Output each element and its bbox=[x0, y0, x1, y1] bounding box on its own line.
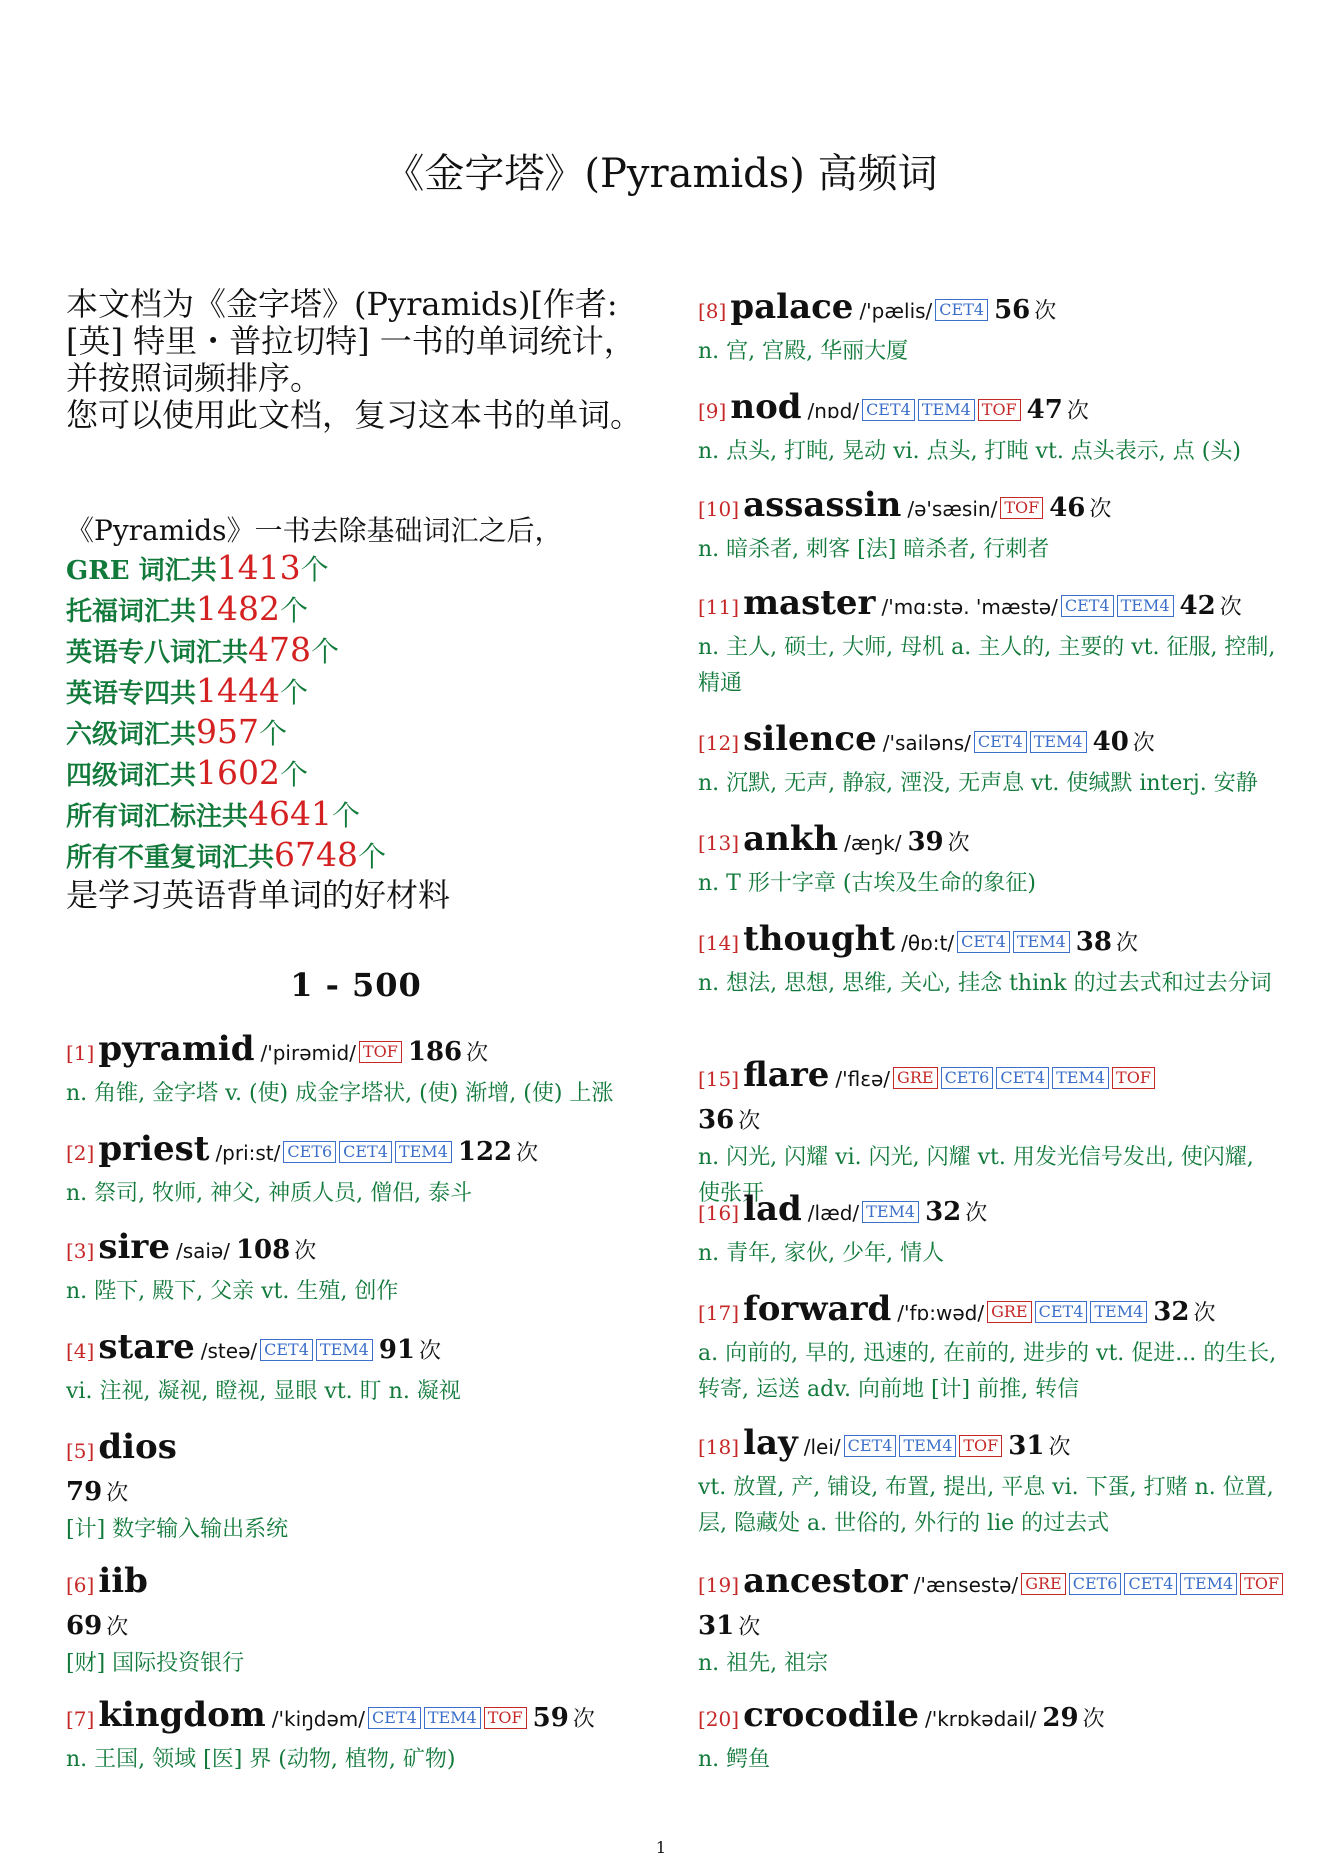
exam-tag: CET4 bbox=[862, 399, 915, 421]
entry-head bbox=[698, 1188, 1278, 1236]
count-suffix: 次 bbox=[947, 831, 970, 856]
entry-count: 32 bbox=[1153, 1297, 1190, 1327]
entry-word: priest bbox=[98, 1129, 210, 1169]
vocabulary-stats bbox=[66, 512, 646, 914]
exam-tag: CET4 bbox=[974, 731, 1027, 753]
entry-index: [12] bbox=[698, 731, 740, 755]
stat-item bbox=[66, 672, 646, 713]
entry-phonetic: /æŋk/ bbox=[844, 831, 902, 855]
exam-tag: TEM4 bbox=[1117, 595, 1174, 617]
count-suffix: 次 bbox=[1219, 595, 1242, 620]
entry-phonetic: /nɒd/ bbox=[807, 399, 860, 423]
word-entry bbox=[698, 1694, 1278, 1778]
word-entry bbox=[66, 1560, 646, 1682]
entry-word: palace bbox=[730, 287, 854, 327]
count-suffix: 次 bbox=[1034, 299, 1057, 324]
stat-item bbox=[66, 713, 646, 754]
entry-word: master bbox=[743, 583, 876, 623]
entry-phonetic: /ə'sæsin/ bbox=[907, 497, 998, 521]
entry-count: 29 bbox=[1042, 1703, 1079, 1733]
count-suffix: 次 bbox=[1066, 399, 1089, 424]
entry-phonetic: /'pælis/ bbox=[859, 299, 933, 323]
stat-unit: 个 bbox=[332, 799, 361, 832]
exam-tag: TEM4 bbox=[316, 1339, 373, 1361]
entry-head bbox=[698, 1288, 1278, 1336]
entry-count: 42 bbox=[1179, 591, 1216, 621]
entry-head bbox=[66, 1128, 646, 1176]
entry-word: dios bbox=[98, 1427, 177, 1467]
entry-count: 122 bbox=[457, 1137, 513, 1167]
entry-head bbox=[698, 918, 1278, 966]
count-suffix: 次 bbox=[965, 1201, 988, 1226]
entry-head bbox=[66, 1028, 646, 1076]
entry-head bbox=[698, 286, 1278, 334]
stat-label: 托福词汇共 bbox=[66, 597, 197, 627]
entry-count: 36 bbox=[698, 1105, 735, 1135]
entry-definition: n. 主人, 硕士, 大师, 母机 a. 主人的, 主要的 vt. 征服, 控制, 精通 bbox=[698, 635, 1276, 696]
entry-index: [17] bbox=[698, 1301, 740, 1325]
entry-word: thought bbox=[743, 919, 896, 959]
entry-definition: n. 宫, 宫殿, 华丽大厦 bbox=[698, 339, 909, 364]
entry-definition: [财] 国际投资银行 bbox=[66, 1651, 245, 1676]
stat-unit: 个 bbox=[259, 717, 288, 750]
entry-phonetic: /'sailəns/ bbox=[882, 731, 971, 755]
exam-tag: CET6 bbox=[1069, 1573, 1122, 1595]
stat-item bbox=[66, 590, 646, 631]
word-entry bbox=[698, 286, 1278, 370]
entry-head bbox=[698, 1560, 1278, 1608]
entry-word: assassin bbox=[743, 485, 902, 525]
exam-tag: CET6 bbox=[941, 1067, 994, 1089]
count-suffix: 次 bbox=[1048, 1435, 1071, 1460]
word-entry bbox=[698, 918, 1278, 1002]
exam-tag: CET4 bbox=[996, 1067, 1049, 1089]
exam-tag: TEM4 bbox=[1090, 1301, 1147, 1323]
entry-head bbox=[66, 1694, 646, 1742]
entry-word: forward bbox=[743, 1289, 892, 1329]
word-entry bbox=[698, 1188, 1278, 1272]
entry-count: 59 bbox=[532, 1703, 569, 1733]
exam-tag: CET4 bbox=[368, 1707, 421, 1729]
entry-index: [13] bbox=[698, 831, 740, 855]
entry-phonetic: /θɒ:t/ bbox=[901, 931, 955, 955]
page-number: 1 bbox=[655, 1838, 667, 1857]
exam-tag: CET4 bbox=[957, 931, 1010, 953]
entry-count: 56 bbox=[994, 295, 1031, 325]
entry-phonetic: /'ænsestə/ bbox=[913, 1573, 1019, 1597]
exam-tag: TEM4 bbox=[899, 1435, 956, 1457]
entry-count: 38 bbox=[1075, 927, 1112, 957]
count-suffix: 次 bbox=[106, 1481, 129, 1506]
stat-value: 478 bbox=[248, 630, 312, 669]
entry-index: [14] bbox=[698, 931, 740, 955]
stat-label: 英语专八词汇共 bbox=[66, 638, 249, 668]
entry-index: [19] bbox=[698, 1573, 740, 1597]
word-entry bbox=[66, 1028, 646, 1112]
entry-index: [8] bbox=[698, 299, 727, 323]
entry-head bbox=[66, 1426, 646, 1474]
exam-tag: TOF bbox=[959, 1435, 1002, 1457]
exam-tag: TEM4 bbox=[1052, 1067, 1109, 1089]
entry-phonetic: /lei/ bbox=[803, 1435, 841, 1459]
entry-head bbox=[698, 1054, 1278, 1102]
stat-value: 1482 bbox=[196, 589, 280, 628]
intro-line-1: 本文档为《金字塔》(Pyramids)[作者: [英] 特里・普拉切特] 一书的单词统计，并按照词频排序。 bbox=[66, 285, 636, 397]
exam-tag: TEM4 bbox=[1180, 1573, 1237, 1595]
entry-count-line bbox=[66, 1474, 646, 1512]
entry-head bbox=[66, 1560, 646, 1608]
stat-label: 所有词汇标注共 bbox=[66, 802, 249, 832]
entry-word: iib bbox=[98, 1561, 148, 1601]
entry-index: [15] bbox=[698, 1067, 740, 1091]
entry-definition: n. 沉默, 无声, 静寂, 湮没, 无声息 vt. 使缄默 interj. 安静 bbox=[698, 771, 1258, 796]
entry-phonetic: /læd/ bbox=[807, 1201, 860, 1225]
stat-value: 1602 bbox=[196, 753, 280, 792]
exam-tag: CET4 bbox=[1061, 595, 1114, 617]
word-entry bbox=[698, 484, 1278, 568]
exam-tag: TOF bbox=[484, 1707, 527, 1729]
range-heading: 1 - 500 bbox=[290, 966, 422, 1004]
exam-tag: TEM4 bbox=[918, 399, 975, 421]
stat-value: 957 bbox=[196, 712, 260, 751]
count-suffix: 次 bbox=[738, 1109, 761, 1134]
exam-tag: CET4 bbox=[339, 1141, 392, 1163]
entry-count: 32 bbox=[925, 1197, 962, 1227]
entry-phonetic: /'krɒkədail/ bbox=[924, 1707, 1037, 1731]
word-entry bbox=[66, 1694, 646, 1778]
entry-definition: [计] 数字输入输出系统 bbox=[66, 1517, 289, 1542]
entry-definition: n. T 形十字章 (古埃及生命的象征) bbox=[698, 871, 1036, 896]
entry-phonetic: /'mɑ:stə. 'mæstə/ bbox=[881, 595, 1058, 619]
entry-count: 31 bbox=[698, 1611, 735, 1641]
entry-word: crocodile bbox=[743, 1695, 919, 1735]
stat-label: 四级词汇共 bbox=[66, 761, 197, 791]
entry-phonetic: /steə/ bbox=[200, 1339, 258, 1363]
entry-index: [1] bbox=[66, 1041, 95, 1065]
entry-head bbox=[698, 484, 1278, 532]
stat-item bbox=[66, 836, 646, 877]
count-suffix: 次 bbox=[1115, 931, 1138, 956]
entry-count: 186 bbox=[407, 1037, 463, 1067]
entry-count: 108 bbox=[235, 1235, 291, 1265]
stat-unit: 个 bbox=[358, 840, 387, 873]
exam-tag: TEM4 bbox=[1030, 731, 1087, 753]
count-suffix: 次 bbox=[1193, 1301, 1216, 1326]
word-entry bbox=[698, 582, 1278, 702]
count-suffix: 次 bbox=[419, 1339, 442, 1364]
stat-label: 六级词汇共 bbox=[66, 720, 197, 750]
entry-phonetic: /'kiŋdəm/ bbox=[271, 1707, 366, 1731]
entry-head bbox=[698, 718, 1278, 766]
count-suffix: 次 bbox=[294, 1239, 317, 1264]
entry-phonetic: /'fɒ:wəd/ bbox=[897, 1301, 985, 1325]
word-entry bbox=[698, 386, 1278, 470]
exam-tag: TOF bbox=[1000, 497, 1043, 519]
entry-word: ancestor bbox=[743, 1561, 908, 1601]
entry-definition: n. 角锥, 金字塔 v. (使) 成金字塔状, (使) 渐增, (使) 上涨 bbox=[66, 1081, 614, 1106]
entry-count: 91 bbox=[378, 1335, 416, 1365]
entry-definition: a. 向前的, 早的, 迅速的, 在前的, 进步的 vt. 促进... 的生长, 转寄, 运送 adv. 向前地 [计] 前推, 转信 bbox=[698, 1341, 1277, 1402]
entry-phonetic: /'pirəmid/ bbox=[260, 1041, 356, 1065]
entry-definition: n. 闪光, 闪耀 vi. 闪光, 闪耀 vt. 用发光信号发出, 使闪耀, 使张开 bbox=[698, 1145, 1254, 1206]
entry-definition: n. 想法, 思想, 思维, 关心, 挂念 think 的过去式和过去分词 bbox=[698, 971, 1272, 996]
entry-phonetic: /'flɛə/ bbox=[835, 1067, 891, 1091]
entry-word: lay bbox=[743, 1423, 798, 1463]
stat-item bbox=[66, 549, 646, 590]
count-suffix: 次 bbox=[516, 1141, 539, 1166]
count-suffix: 次 bbox=[466, 1041, 489, 1066]
stat-label: 英语专四共 bbox=[66, 679, 197, 709]
entry-word: ankh bbox=[743, 819, 839, 859]
stat-label: GRE 词汇共 bbox=[66, 556, 217, 586]
intro-text bbox=[66, 286, 646, 434]
entry-word: pyramid bbox=[98, 1029, 255, 1069]
exam-tag: TOF bbox=[359, 1041, 402, 1063]
count-suffix: 次 bbox=[738, 1615, 761, 1640]
entry-count-line bbox=[698, 1608, 1278, 1646]
entry-count: 40 bbox=[1092, 727, 1129, 757]
entry-index: [6] bbox=[66, 1573, 95, 1597]
entry-count: 46 bbox=[1049, 493, 1086, 523]
entry-count: 39 bbox=[907, 827, 944, 857]
stat-value: 1413 bbox=[216, 548, 301, 587]
entry-count: 69 bbox=[66, 1611, 103, 1641]
exam-tag: GRE bbox=[893, 1067, 938, 1089]
entry-word: kingdom bbox=[98, 1695, 266, 1735]
entry-index: [9] bbox=[698, 399, 727, 423]
count-suffix: 次 bbox=[572, 1707, 595, 1732]
stats-closing: 是学习英语背单词的好材料 bbox=[66, 876, 451, 914]
exam-tag: TOF bbox=[978, 399, 1021, 421]
entry-definition: n. 祖先, 祖宗 bbox=[698, 1651, 829, 1676]
exam-tag: TEM4 bbox=[424, 1707, 481, 1729]
word-entry bbox=[698, 1288, 1278, 1408]
exam-tag: CET4 bbox=[935, 299, 988, 321]
exam-tag: GRE bbox=[1021, 1573, 1066, 1595]
entry-word: nod bbox=[730, 387, 802, 427]
stat-unit: 个 bbox=[280, 676, 309, 709]
stat-value: 4641 bbox=[248, 794, 332, 833]
entry-count-line bbox=[698, 1102, 1278, 1140]
word-entry bbox=[66, 1426, 646, 1548]
stat-item bbox=[66, 631, 646, 672]
entry-word: silence bbox=[743, 719, 877, 759]
entry-head bbox=[66, 1226, 646, 1274]
word-entry bbox=[698, 1422, 1278, 1542]
entry-index: [4] bbox=[66, 1339, 95, 1363]
exam-tag: GRE bbox=[987, 1301, 1032, 1323]
entry-definition: vt. 放置, 产, 铺设, 布置, 提出, 平息 vi. 下蛋, 打赌 n. 位置, 层, 隐藏处 a. 世俗的, 外行的 lie 的过去式 bbox=[698, 1475, 1274, 1536]
entry-index: [2] bbox=[66, 1141, 95, 1165]
entry-definition: n. 祭司, 牧师, 神父, 神质人员, 僧侣, 泰斗 bbox=[66, 1181, 473, 1206]
exam-tag: TOF bbox=[1240, 1573, 1283, 1595]
exam-tag: CET4 bbox=[844, 1435, 897, 1457]
stats-list bbox=[66, 549, 646, 877]
exam-tag: TEM4 bbox=[395, 1141, 452, 1163]
count-suffix: 次 bbox=[1082, 1707, 1105, 1732]
exam-tag: CET4 bbox=[1124, 1573, 1177, 1595]
word-entry bbox=[66, 1326, 646, 1410]
exam-tag: CET4 bbox=[260, 1339, 313, 1361]
entry-definition: n. 鳄鱼 bbox=[698, 1747, 771, 1772]
stats-lead: 《Pyramids》一书去除基础词汇之后， bbox=[66, 514, 563, 547]
count-suffix: 次 bbox=[1089, 497, 1112, 522]
word-entry bbox=[698, 718, 1278, 802]
stat-unit: 个 bbox=[300, 553, 329, 586]
stat-value: 6748 bbox=[274, 835, 358, 874]
entry-index: [20] bbox=[698, 1707, 740, 1731]
entry-phonetic: /saiə/ bbox=[175, 1239, 230, 1263]
page-title: 《金字塔》(Pyramids) 高频词 bbox=[384, 151, 938, 197]
entry-head bbox=[698, 386, 1278, 434]
word-entry bbox=[698, 818, 1278, 902]
entry-word: flare bbox=[743, 1055, 830, 1095]
entry-index: [11] bbox=[698, 595, 740, 619]
entry-head bbox=[698, 1422, 1278, 1470]
entry-definition: n. 点头, 打盹, 晃动 vi. 点头, 打盹 vt. 点头表示, 点 (头) bbox=[698, 439, 1241, 464]
entry-count: 79 bbox=[66, 1477, 103, 1507]
word-entry bbox=[66, 1128, 646, 1212]
entry-definition: n. 王国, 领域 [医] 界 (动物, 植物, 矿物) bbox=[66, 1747, 456, 1772]
stat-label: 所有不重复词汇共 bbox=[66, 843, 275, 873]
entry-count: 31 bbox=[1008, 1431, 1045, 1461]
stat-value: 1444 bbox=[196, 671, 280, 710]
entry-index: [18] bbox=[698, 1435, 740, 1459]
stat-unit: 个 bbox=[311, 635, 340, 668]
entry-index: [10] bbox=[698, 497, 740, 521]
exam-tag: TOF bbox=[1112, 1067, 1155, 1089]
exam-tag: TEM4 bbox=[862, 1201, 919, 1223]
entry-index: [7] bbox=[66, 1707, 95, 1731]
exam-tag: TEM4 bbox=[1013, 931, 1070, 953]
intro-line-2: 您可以使用此文档，复习这本书的单词。 bbox=[66, 396, 643, 434]
entry-head bbox=[698, 1694, 1278, 1742]
entry-head bbox=[698, 582, 1278, 630]
stat-unit: 个 bbox=[280, 594, 309, 627]
stat-item bbox=[66, 795, 646, 836]
entry-word: lad bbox=[743, 1189, 802, 1229]
entry-word: sire bbox=[98, 1227, 170, 1267]
word-entry bbox=[66, 1226, 646, 1310]
entry-word: stare bbox=[98, 1327, 195, 1367]
entry-definition: n. 陛下, 殿下, 父亲 vt. 生殖, 创作 bbox=[66, 1279, 399, 1304]
count-suffix: 次 bbox=[106, 1615, 129, 1640]
count-suffix: 次 bbox=[1132, 731, 1155, 756]
exam-tag: CET6 bbox=[283, 1141, 336, 1163]
entry-phonetic: /pri:st/ bbox=[215, 1141, 281, 1165]
entry-count-line bbox=[66, 1608, 646, 1646]
exam-tag: CET4 bbox=[1035, 1301, 1088, 1323]
entry-index: [3] bbox=[66, 1239, 95, 1263]
entry-index: [16] bbox=[698, 1201, 740, 1225]
entry-definition: n. 青年, 家伙, 少年, 情人 bbox=[698, 1241, 945, 1266]
entry-head bbox=[66, 1326, 646, 1374]
stat-item bbox=[66, 754, 646, 795]
entry-index: [5] bbox=[66, 1439, 95, 1463]
entry-definition: vi. 注视, 凝视, 瞪视, 显眼 vt. 盯 n. 凝视 bbox=[66, 1379, 461, 1404]
entry-definition: n. 暗杀者, 刺客 [法] 暗杀者, 行刺者 bbox=[698, 537, 1050, 562]
entry-head bbox=[698, 818, 1278, 866]
word-entry bbox=[698, 1560, 1278, 1682]
entry-count: 47 bbox=[1026, 395, 1063, 425]
stat-unit: 个 bbox=[280, 758, 309, 791]
